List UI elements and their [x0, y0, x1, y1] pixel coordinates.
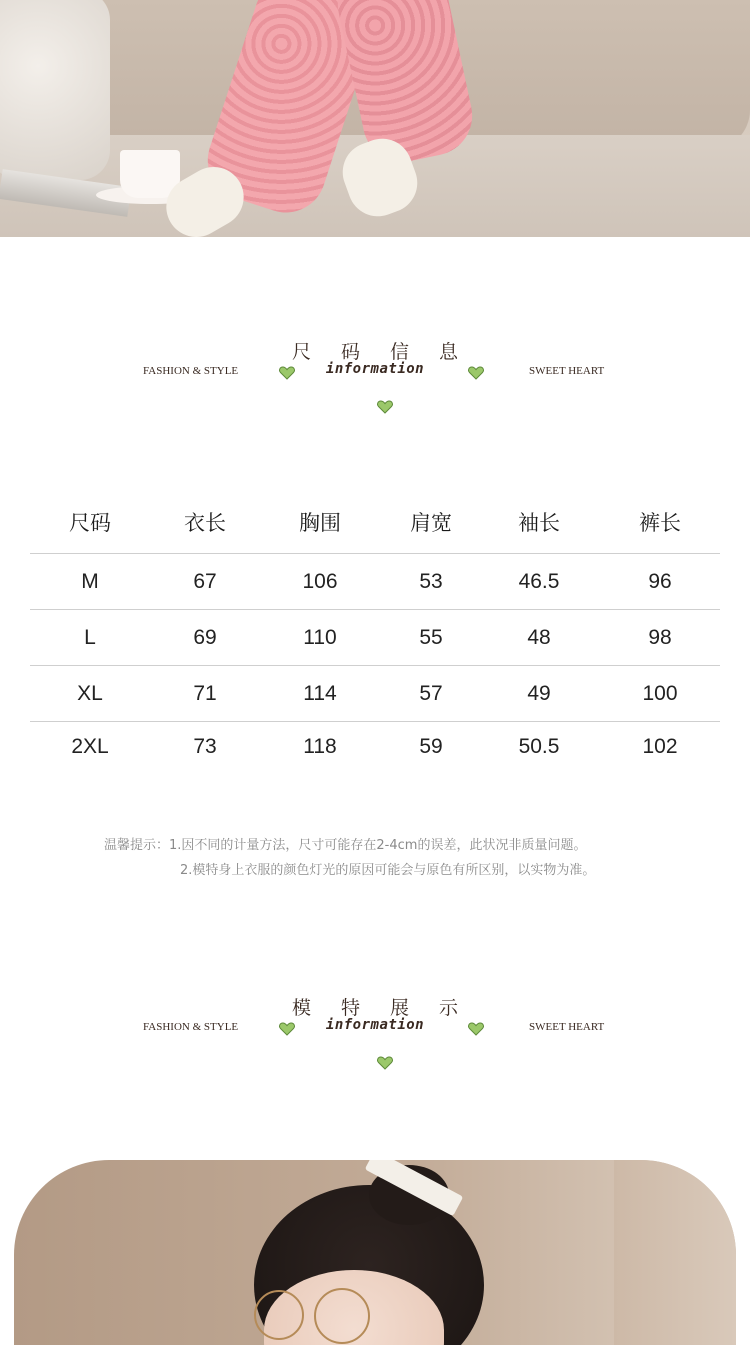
size-note-line-2: 2.模特身上衣服的颜色灯光的原因可能会与原色有所区别，以实物为准。 — [180, 863, 596, 878]
table-row — [30, 610, 720, 666]
top-product-photo — [0, 0, 750, 237]
cell-pants-length: 96 — [648, 569, 672, 593]
cell-size: 2XL — [71, 735, 109, 758]
heart-icon — [468, 366, 484, 380]
information-tag: information — [325, 361, 425, 377]
glasses-lens-left — [254, 1290, 304, 1340]
glasses-lens-right — [314, 1288, 370, 1344]
sweet-heart-tag: SWEET HEART — [529, 365, 605, 377]
header-chest: 胸围 — [299, 510, 341, 535]
heart-icon — [377, 400, 393, 414]
cell-size: XL — [77, 681, 103, 705]
table-header-row — [30, 490, 720, 554]
cell-size: L — [84, 625, 96, 649]
cell-shoulder: 55 — [419, 625, 443, 649]
cell-chest: 118 — [303, 735, 337, 758]
information-tag: information — [325, 1017, 425, 1033]
header-pants-length: 裤长 — [639, 510, 681, 535]
header-shoulder: 肩宽 — [410, 510, 452, 535]
table-row — [30, 554, 720, 610]
cell-chest: 114 — [303, 681, 337, 705]
cell-length: 69 — [193, 625, 217, 649]
heart-icon — [468, 1022, 484, 1036]
cell-shoulder: 59 — [419, 735, 443, 758]
wall-edge — [614, 1160, 736, 1345]
cell-sleeve: 50.5 — [518, 735, 560, 758]
model-section-title: 模 特 展 示 — [291, 997, 471, 1019]
cell-shoulder: 53 — [419, 569, 443, 593]
cell-chest: 110 — [303, 625, 337, 649]
header-sleeve: 袖长 — [518, 510, 560, 535]
cell-length: 73 — [193, 735, 217, 758]
model-section-header — [0, 993, 750, 1083]
cell-shoulder: 57 — [419, 681, 443, 705]
header-length: 衣长 — [184, 510, 226, 535]
size-table — [30, 490, 720, 772]
size-note-line-1: 温馨提示：1.因不同的计量方法，尺寸可能存在2-4cm的误差，此状况非质量问题。 — [104, 838, 587, 853]
cell-sleeve: 46.5 — [518, 569, 560, 593]
model-photo — [14, 1160, 736, 1345]
size-section-header — [0, 337, 750, 427]
cell-sleeve: 48 — [527, 625, 551, 649]
cell-length: 67 — [193, 569, 217, 593]
cell-length: 71 — [193, 681, 217, 705]
cell-pants-length: 102 — [642, 735, 678, 758]
cell-sleeve: 49 — [527, 681, 551, 705]
fashion-style-tag: FASHION & STYLE — [143, 1021, 239, 1033]
cell-size: M — [81, 569, 99, 593]
table-row — [30, 666, 720, 722]
cell-pants-length: 100 — [642, 681, 678, 705]
table-row — [30, 722, 720, 772]
size-section-title: 尺 码 信 息 — [291, 341, 471, 363]
header-size: 尺码 — [69, 510, 111, 535]
heart-icon — [377, 1056, 393, 1070]
sweet-heart-tag: SWEET HEART — [529, 1021, 605, 1033]
cell-chest: 106 — [302, 569, 338, 593]
fashion-style-tag: FASHION & STYLE — [143, 365, 239, 377]
pillow — [0, 0, 110, 180]
cell-pants-length: 98 — [648, 625, 672, 649]
